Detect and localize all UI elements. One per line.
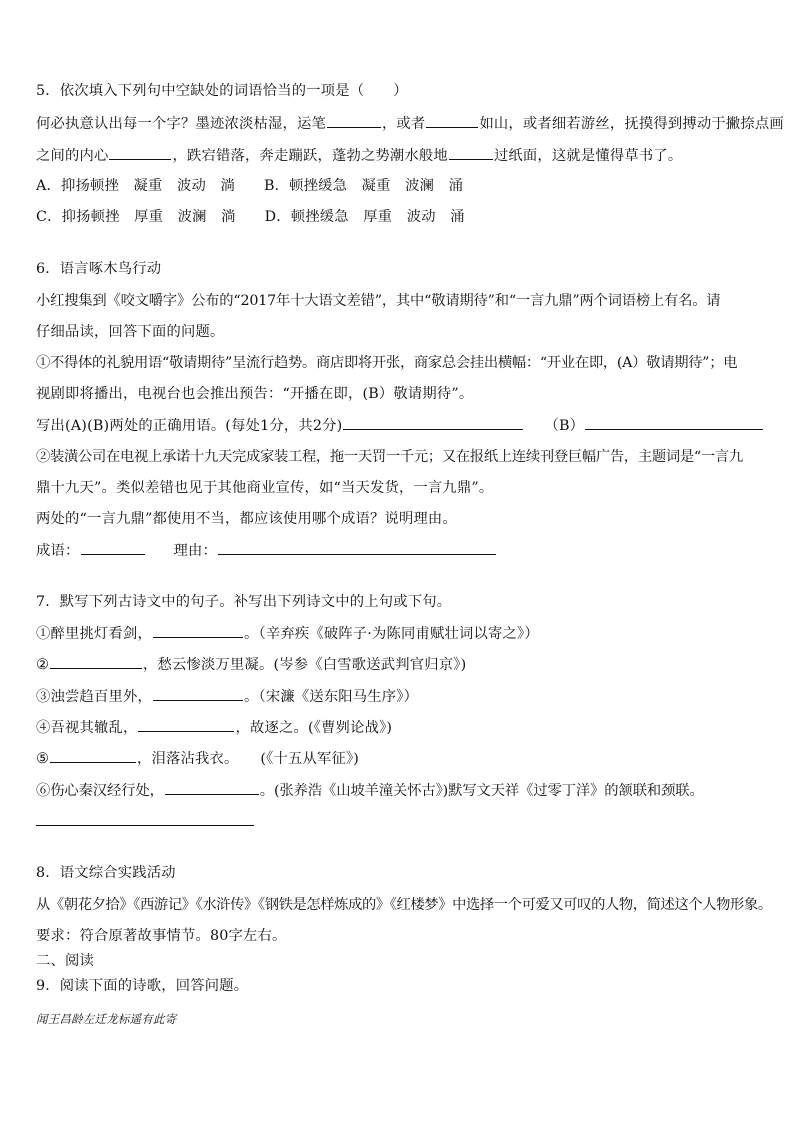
q5-stem-l2-c: 过纸面，这就是懂得草书了。 <box>493 148 683 164</box>
q7-item-2 <box>36 654 466 675</box>
q6-para1-line2: 视剧即将播出，电视台也会推出预告：“开播在即，(B）敬请期待”。 <box>36 386 474 402</box>
q6-reason-label: 理由： <box>173 543 217 559</box>
q7-item-3-text-a: ③浊尝趋百里外， <box>36 689 152 705</box>
q5-options-ab: A．抑扬顿挫 凝重 波动 淌 B．顿挫缓急 凝重 波澜 涌 <box>36 178 464 194</box>
q7-blank-2[interactable] <box>50 654 142 669</box>
q7-item-6-text-b: 。(张养浩《山坡羊潼关怀古》)默写文天祥《过零丁洋》的颔联和颈联。 <box>259 783 704 799</box>
q7-item-5-text-b: ，泪落沾我衣。 (《十五从军征》) <box>137 751 360 767</box>
q7-blank-4[interactable] <box>138 717 234 732</box>
q5-stem-l1-b: ，或者 <box>381 116 426 132</box>
q7-item-6 <box>36 780 704 801</box>
q6-write-prompt: 写出(A)(B)两处的正确用语。(每处1分，共2分) <box>36 418 343 434</box>
q7-answer-line[interactable] <box>36 825 254 826</box>
q6-para2-line2: 鼎十九天”。类似差错也见于其他商业宣传，如“当天发货，一言九鼎”。 <box>36 480 494 496</box>
q8-prompt: 从《朝花夕拾》《西游记》《水浒传》《钢铁是怎样炼成的》《红楼梦》中选择一个可爱又可叹的人物，简述这个人物形象。 <box>36 897 772 913</box>
q7-item-1-text-a: ①醉里挑灯看剑， <box>36 626 152 642</box>
q6-intro-line2: 仔细品读，回答下面的问题。 <box>36 324 225 340</box>
q6-para1-line1: ①不得体的礼貌用语“敬请期待”呈流行趋势。商店即将开张，商家总会挂出横幅：“开业在即，(A）敬请期待”；电 <box>36 355 738 371</box>
q5-blank-4[interactable] <box>449 145 493 160</box>
q8-requirement: 要求：符合原著故事情节。80字左右。 <box>36 928 287 944</box>
q7-item-2-text-a: ② <box>36 657 50 673</box>
q7-title: 7．默写下列古诗文中的句子。补写出下列诗文中的上句或下句。 <box>36 594 452 610</box>
q7-item-2-text-b: ，愁云惨淡万里凝。(岑参《白雪歌送武判官归京》) <box>143 657 467 673</box>
q6-para2-line3: 两处的“一言九鼎”都使用不当，都应该使用哪个成语？说明理由。 <box>36 511 457 527</box>
q7-item-4-text-b: ，故逐之。(《曹刿论战》) <box>235 720 393 736</box>
q9-poem-title: 闻王昌龄左迁龙标遥有此寄 <box>36 1012 177 1026</box>
q6-para2-line1: ②装潢公司在电视上承诺十九天完成家装工程，拖一天罚一千元；又在报纸上连续刊登巨幅广告，主题词是“一言九 <box>36 449 743 465</box>
q6-title: 6．语言啄木鸟行动 <box>36 261 162 277</box>
q5-title: 5．依次填入下列句中空缺处的词语恰当的一项是（ ） <box>36 83 408 99</box>
q6-answer-a-field[interactable] <box>343 415 523 430</box>
q7-blank-5[interactable] <box>50 748 136 763</box>
q5-stem-line1 <box>36 113 784 134</box>
q6-idiom-field[interactable] <box>81 540 145 555</box>
q6-write-line <box>36 415 764 436</box>
q7-blank-1[interactable] <box>153 623 243 638</box>
section-heading-reading: 二、阅读 <box>36 953 94 969</box>
q7-item-5-text-a: ⑤ <box>36 751 50 767</box>
q5-stem-l2-b: ，跌宕错落，奔走蹦跃，蓬勃之势潮水般地 <box>172 148 448 164</box>
q8-title: 8．语文综合实践活动 <box>36 865 176 881</box>
q7-item-4-text-a: ④吾视其辙乱， <box>36 720 138 736</box>
q7-item-6-text-a: ⑥伤心秦汉经行处， <box>36 783 164 799</box>
q6-reason-field[interactable] <box>218 540 496 555</box>
q7-item-3-text-b: 。（宋濂《送东阳马生序》） <box>243 689 419 705</box>
q5-stem-l2-a: 之间的内心 <box>36 148 109 164</box>
q7-item-1-text-b: 。（辛弃疾《破阵子·为陈同甫赋壮词以寄之》） <box>243 626 539 642</box>
q6-idiom-line <box>36 540 497 561</box>
q5-blank-2[interactable] <box>426 113 478 128</box>
q5-stem-l1-a: 何必执意认出每一个字？墨迹浓淡枯湿，运笔 <box>36 116 326 132</box>
q6-write-b-label: （B） <box>544 418 585 434</box>
q9-title: 9．阅读下面的诗歌，回答问题。 <box>36 978 249 994</box>
q6-idiom-label: 成语： <box>36 543 80 559</box>
q5-blank-1[interactable] <box>327 113 381 128</box>
q6-intro-line1: 小红搜集到《咬文嚼字》公布的“2017年十大语文差错”，其中“敬请期待”和“一言九鼎”两个词语榜上有名。请 <box>36 293 721 309</box>
q7-item-4 <box>36 717 392 738</box>
q5-stem-l1-c: 如山，或者细若游丝，抚摸得到搏动于撇捺点画 <box>479 116 784 132</box>
q7-item-1 <box>36 623 539 644</box>
q5-blank-3[interactable] <box>109 145 171 160</box>
q6-answer-b-field[interactable] <box>585 415 763 430</box>
q7-blank-3[interactable] <box>153 686 243 701</box>
q5-options-cd: C．抑扬顿挫 厚重 波澜 淌 D．顿挫缓急 厚重 波动 涌 <box>36 209 465 225</box>
q7-blank-6[interactable] <box>165 780 259 795</box>
q7-item-3 <box>36 686 418 707</box>
q5-stem-line2 <box>36 145 682 166</box>
q7-item-5 <box>36 748 359 769</box>
